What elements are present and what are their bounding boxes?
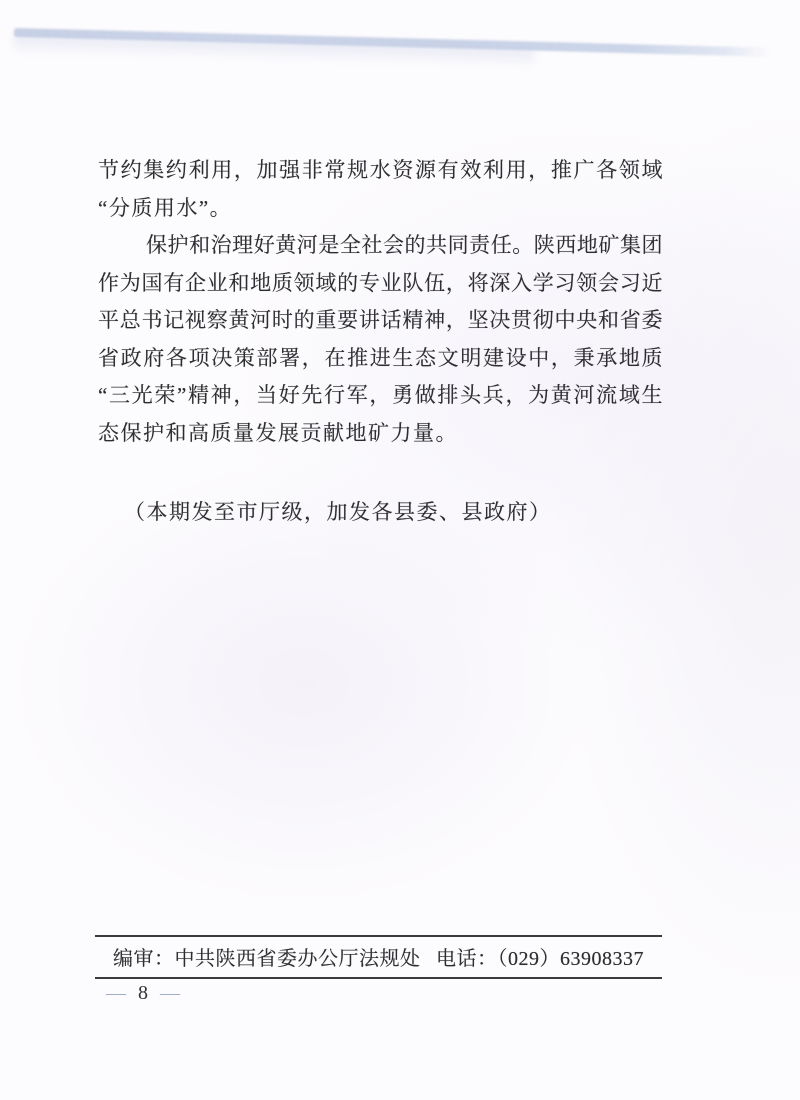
footer-rule-bottom — [95, 977, 662, 979]
page-number-dash-left: — — [106, 982, 128, 1004]
body-text-line: 态保护和高质量发展贡献地矿力量。 — [98, 420, 458, 445]
body-text-line: “三光荣”精神，当好先行军，勇做排头兵，为黄河流域生 — [98, 383, 663, 407]
body-text-block — [98, 152, 663, 452]
body-text-line: 省政府各项决策部署，在推进生态文明建设中，秉承地质 — [98, 345, 663, 370]
footer-text — [95, 936, 662, 977]
body-text-line: 作为国有企业和地质领域的专业队伍，将深入学习领会习近 — [98, 270, 663, 295]
page-number-dash-right: — — [160, 982, 182, 1004]
page-number — [106, 982, 182, 1005]
footer-phone-label: 电话：（029）63908337 — [436, 948, 644, 970]
body-text-line: 平总书记视察黄河时的重要讲话精神，坚决贯彻中央和省委 — [98, 308, 663, 332]
body-text-line: 节约集约利用，加强非常规水资源有效利用，推广各领域 — [98, 158, 663, 182]
distribution-note: （本期发至市厅级，加发各县委、县政府） — [124, 500, 552, 524]
body-text-line: 保护和治理好黄河是全社会的共同责任。陕西地矿集团 — [146, 233, 663, 257]
body-text-line: “分质用水”。 — [98, 195, 233, 220]
page-number-value: 8 — [138, 982, 150, 1004]
footer-editor-label: 编审：中共陕西省委办公厅法规处 — [113, 948, 421, 970]
